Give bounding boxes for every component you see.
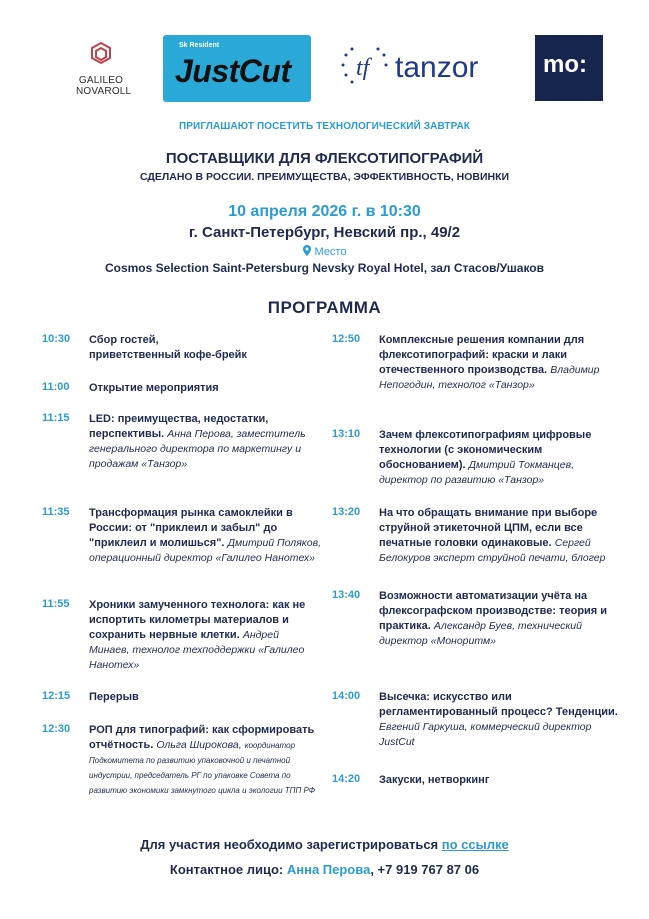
contact-label: Контактное лицо: [169,862,284,877]
item-time: 10:30 [42,333,71,345]
item-time: 12:50 [332,333,361,345]
item-time: 13:40 [332,589,361,601]
item-speaker: Евгений Гаркуша, коммерческий директор JustCut [379,721,592,748]
place-label-text: Место [314,246,347,258]
item-content [379,333,622,393]
item-title: Сбор гостей, приветственный кофе-брейк [89,334,247,361]
item-speaker: Дмитрий Поляков, операционный директор «Галилео Нанотех» [89,537,322,564]
mo-logo [535,35,603,101]
item-content [89,723,322,798]
registration-text: Для участия необходимо зарегистрироваться [140,837,439,852]
item-time: 13:10 [332,428,361,440]
tanzor-wordmark: tanzor [395,51,479,84]
item-content [379,506,622,566]
item-title: Открытие мероприятия [89,382,219,394]
item-content [89,598,322,673]
item-time: 14:20 [332,773,361,785]
program-heading: ПРОГРАММА [267,298,382,317]
item-time: 12:15 [42,690,71,702]
tanzor-logo [340,45,500,89]
galileo-mark-icon [88,41,114,67]
event-date: 10 апреля 2026 г. в 10:30 [228,203,421,220]
item-speaker: Дмитрий Токманцев, директор по развитию «Танзор» [379,459,575,486]
item-title: Трансформация рынка самоклейки в России: от "приклеил и забыл" до "приклеил и молишься". [89,507,293,549]
item-speaker: Ольга Широкова, [156,739,242,751]
location-pin-icon [303,245,311,256]
item-time: 11:00 [42,381,70,393]
item-title: LED: преимущества, недостатки, перспективы. [89,413,269,440]
item-content [89,333,322,363]
item-speaker: Сергей Белокуров эксперт струйной печати, блогер [379,537,606,564]
event-title: ПОСТАВЩИКИ ДЛЯ ФЛЕКСОТИПОГРАФИЙ [165,150,484,167]
item-speaker: Александр Буев, технический директор «Моноритм» [379,620,582,647]
contact-name: Анна Перова [286,862,371,877]
item-speaker: Анна Перова, заместитель генерального директора по маркетингу и продажам «Танзор» [89,428,306,470]
justcut-wordmark: JustCut [175,53,291,89]
item-title: Закуски, нетворкинг [379,774,490,786]
justcut-logo [163,35,311,102]
item-title: Возможности автоматизации учёта на флексографском производстве: теория и практика. [379,590,608,632]
item-title: На что обращать внимание при выборе струйной этикеточной ЦПМ, если все печатные головки одинаковые. [379,507,598,549]
item-content [379,428,622,488]
item-content [89,412,322,472]
galileo-line1: GALILEO [78,75,124,86]
item-time: 14:00 [332,690,361,702]
galileo-line2: NOVAROLL [76,86,132,97]
contact-line [0,862,649,877]
item-content [89,690,322,705]
item-title: Зачем флексотипографиям цифровые технологии (с экономическим обоснованием). [379,429,592,471]
item-content [89,506,322,566]
item-title: Перерыв [89,691,139,703]
item-title: Высечка: искусство или регламентированный процесс? Тенденции. [379,691,618,718]
item-time: 11:55 [42,598,70,610]
item-content [379,589,622,649]
item-content [379,690,622,750]
item-content [89,381,322,396]
event-venue: Cosmos Selection Saint-Petersburg Nevsky Royal Hotel, зал Стасов/Ушаков [104,261,545,275]
contact-phone: , +7 919 767 87 06 [370,862,480,877]
event-address: г. Санкт-Петербург, Невский пр., 49/2 [188,224,461,241]
item-title: Комплексные решения компании для флексотипографий: краски и лаки отечественного производства. [379,334,585,376]
tanzor-stars-icon [340,45,390,89]
registration-line [0,837,649,852]
item-time: 13:20 [332,506,361,518]
place-label [0,245,649,258]
item-title: Хроники замученного технолога: как не испортить километры материалов и сохранить нервные клетки. [89,599,306,641]
item-time: 12:30 [42,723,71,735]
item-content [379,773,622,788]
item-title: РОП для типографий: как сформировать отчётность. [89,724,315,751]
item-time: 11:35 [42,506,70,518]
item-time: 11:15 [42,412,70,424]
svg-text:tf: tf [356,55,370,81]
item-speaker-details: координатор Подкомитета по развитию упаковочной и печатной индустрии, председатель РГ по упаковке Совета по развитию экономики замкнутого цикла и экологии ТПП РФ [89,741,316,795]
partner-logos [0,33,649,103]
mo-wordmark: mo: [543,51,587,78]
item-speaker: Андрей Минаев, технолог техподдержки «Галилео Нанотех» [89,629,305,671]
invite-line: ПРИГЛАШАЮТ ПОСЕТИТЬ ТЕХНОЛОГИЧЕСКИЙ ЗАВТРАК [178,121,471,132]
event-subtitle: СДЕЛАНО В РОССИИ. ПРЕИМУЩЕСТВА, ЭФФЕКТИВНОСТЬ, НОВИНКИ [139,171,510,183]
item-speaker: Владимир Непогодин, технолог «Танзор» [379,364,600,391]
galileo-logo [76,41,132,97]
justcut-badge: Sk Resident [179,42,220,49]
registration-link[interactable]: по ссылке [441,837,509,852]
